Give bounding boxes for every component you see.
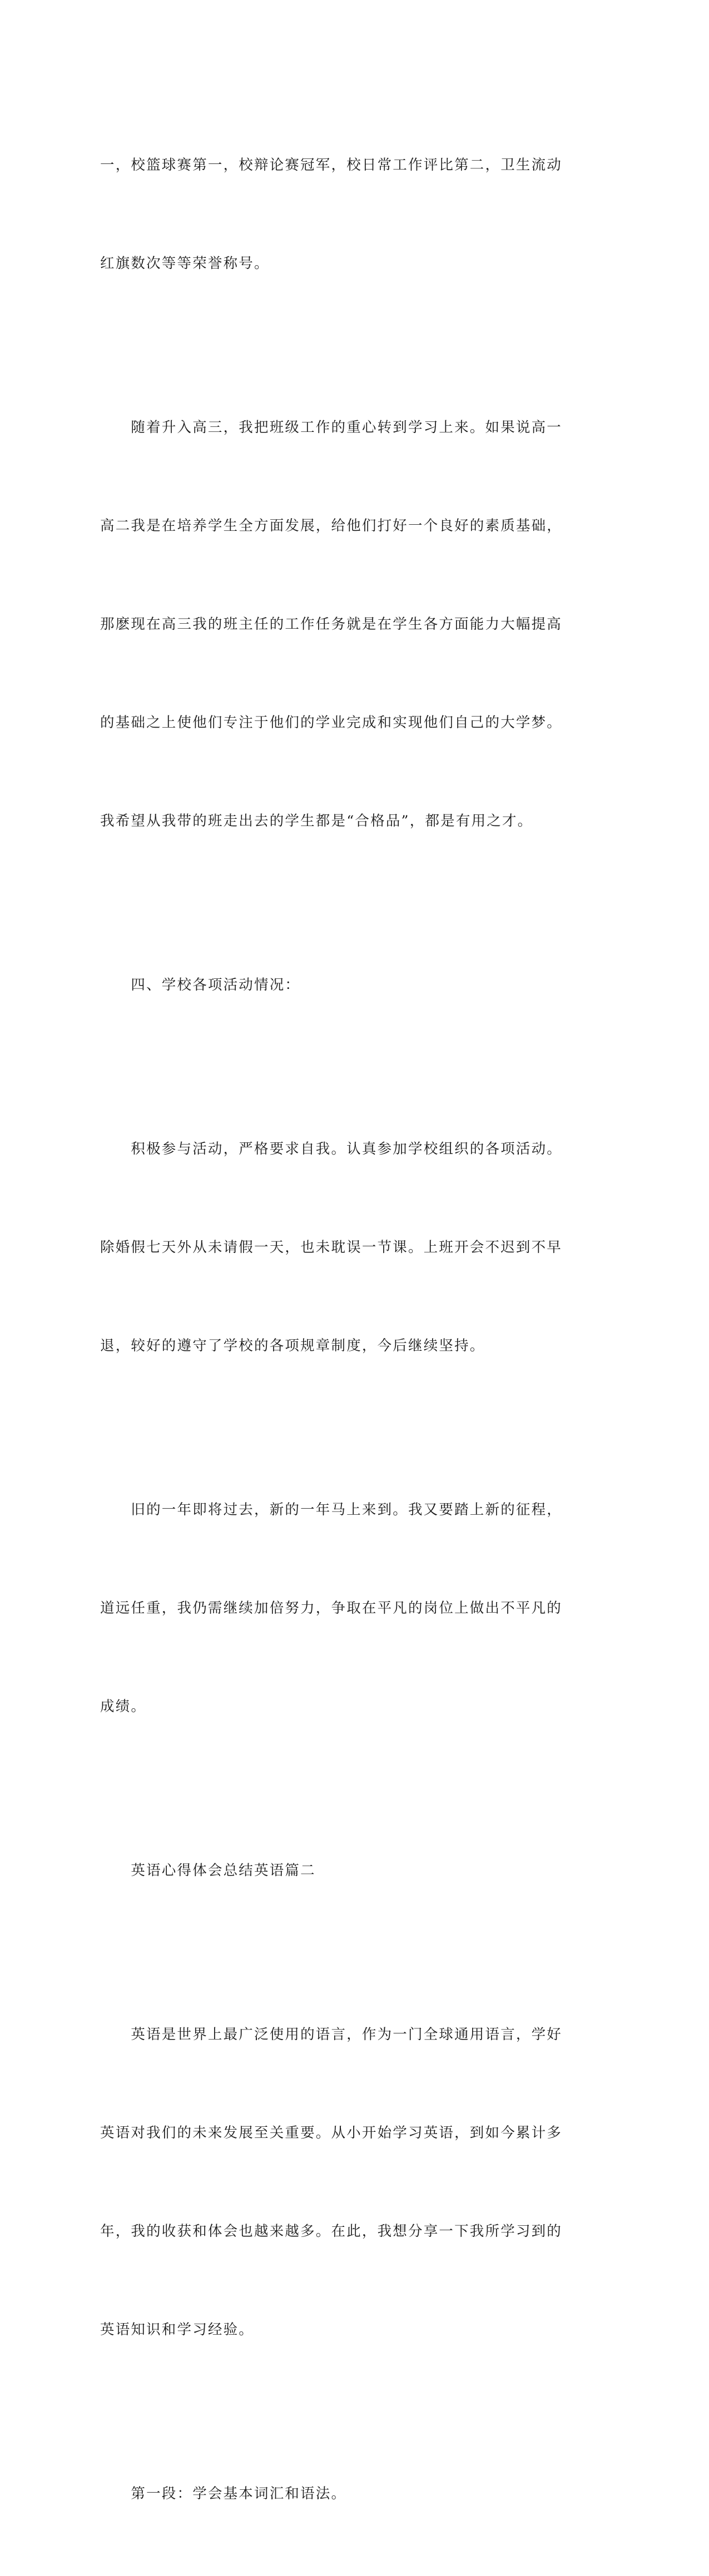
text-line: 那麽现在高三我的班主任的工作任务就是在学生各方面能力大幅提高: [100, 616, 563, 633]
text-line: 退，较好的遵守了学校的各项规章制度，今后继续坚持。: [100, 1337, 485, 1354]
text-line: 旧的一年即将过去，新的一年马上来到。我又要踏上新的征程，: [100, 1501, 563, 1518]
text-line: 我希望从我带的班走出去的学生都是“合格品”，都是有用之才。: [100, 813, 533, 829]
text-line: 英语知识和学习经验。: [100, 2321, 255, 2338]
text-line: 高二我是在培养学生全方面发展，给他们打好一个良好的素质基础，: [100, 518, 563, 534]
text-line: 红旗数次等等荣誉称号。: [100, 255, 270, 272]
text-line: 一，校篮球赛第一，校辩论赛冠军，校日常工作评比第二，卫生流动: [100, 157, 563, 173]
document-page: [100, 83, 578, 2576]
text-line: 成绩。: [100, 1698, 147, 1715]
text-line: 年，我的收获和体会也越来越多。在此，我想分享一下我所学习到的: [100, 2223, 563, 2240]
section-heading: [100, 1789, 578, 1953]
text-line: 四、学校各项活动情况：: [100, 977, 301, 993]
paragraph: [100, 346, 578, 903]
text-line: 英语是世界上最广泛使用的语言，作为一门全球通用语言，学好: [100, 2026, 563, 2043]
text-line: 除婚假七天外从未请假一天，也未耽误一节课。上班开会不迟到不早: [100, 1239, 563, 1256]
paragraph: [100, 1067, 578, 1428]
text-line: 英语对我们的未来发展至关重要。从小开始学习英语，到如今累计多: [100, 2125, 563, 2141]
paragraph: [100, 83, 578, 346]
paragraph: [100, 1428, 578, 1789]
section-heading: [100, 903, 578, 1067]
text-line: 的基础之上使他们专注于他们的学业完成和实现他们自己的大学梦。: [100, 714, 563, 731]
text-line: 道远任重，我仍需继续加倍努力，争取在平凡的岗位上做出不平凡的: [100, 1600, 563, 1617]
paragraph: [100, 1953, 578, 2412]
text-line: 随着升入高三，我把班级工作的重心转到学习上来。如果说高一: [100, 419, 563, 436]
text-line: 积极参与活动，严格要求自我。认真参加学校组织的各项活动。: [100, 1141, 563, 1157]
section-heading: [100, 2412, 578, 2576]
text-line: 英语心得体会总结英语篇二: [100, 1862, 316, 1879]
text-line: 第一段：学会基本词汇和语法。: [100, 2485, 347, 2502]
